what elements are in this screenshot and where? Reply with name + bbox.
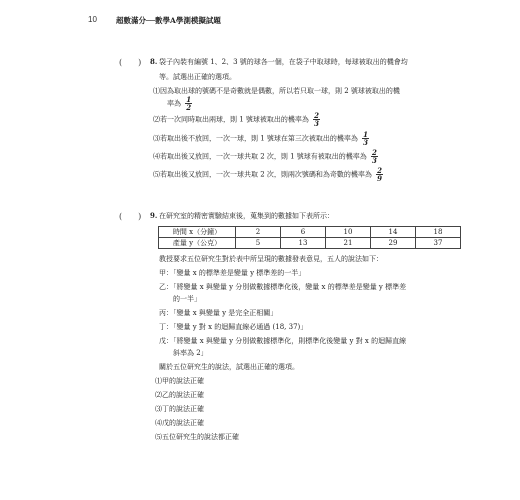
- table-row-header-time: 時間 x（分鐘）: [159, 227, 236, 238]
- table-cell: 18: [416, 227, 461, 238]
- q8-answer-blank: ( ): [119, 58, 142, 67]
- q9-option-1: ⑴甲的說法正確: [155, 377, 204, 385]
- table-row: [159, 238, 461, 249]
- statement-yi-cont: 的一半」: [173, 295, 201, 303]
- statement-yi: 乙：「將變量 x 與變量 y 分別做數據標準化後，變量 x 的標準差是變量 y 標準差: [159, 283, 407, 291]
- fraction-numerator: 2: [377, 166, 383, 175]
- data-table: [158, 226, 461, 249]
- fraction-denominator: 2: [186, 103, 192, 112]
- q8-option-4-fraction: [371, 149, 378, 164]
- table-cell: 29: [371, 238, 416, 249]
- q8-stem-line2: 等。試選出正確的選項。: [159, 73, 236, 81]
- q8-option-1-cont: [167, 96, 192, 111]
- q8-option-2: [153, 112, 320, 127]
- q8-option-4: [153, 149, 378, 164]
- q9-stem: 在研究室的精密實驗結束後，蒐集到的數據如下表所示：: [159, 212, 334, 220]
- q8-option-3-fraction: [362, 131, 369, 146]
- q9-intro: 教授要求五位研究生對於表中所呈現的數據發表意見，五人的說法如下：: [159, 255, 383, 263]
- statement-wu: 戊：「將變量 x 與變量 y 分別做數據標準化，則標準化後變量 y 對 x 的迴歸直線: [159, 337, 407, 345]
- q8-option-4-text: ⑷若取出後又放回，一次一球共取 2 次，則 1 號球有被取出的機率為: [153, 152, 367, 161]
- q8-option-3: [153, 131, 369, 146]
- fraction-denominator: 9: [377, 174, 383, 183]
- statement-bing: 丙：「變量 x 與變量 y 是完全正相關」: [159, 309, 278, 317]
- fraction-denominator: 3: [363, 138, 369, 147]
- q9-option-5: ⑸五位研究生的說法都正確: [155, 433, 239, 441]
- page-number: 10: [88, 15, 97, 24]
- q8-number: 8.: [150, 57, 158, 66]
- page-header-title: 超數滿分──數學A學測模擬試題: [116, 16, 221, 25]
- table-row: [159, 227, 461, 238]
- q9-option-4: ⑷戊的說法正確: [155, 419, 204, 427]
- q9-option-2: ⑵乙的說法正確: [155, 391, 204, 399]
- q8-option-5-text: ⑸若取出後又放回，一次一球共取 2 次，則兩次號碼和為奇數的機率為: [153, 170, 372, 179]
- table-cell: 37: [416, 238, 461, 249]
- q9-option-3: ⑶丁的說法正確: [155, 405, 204, 413]
- fraction-numerator: 2: [372, 148, 377, 157]
- fraction-denominator: 3: [314, 119, 320, 128]
- table-cell: 2: [236, 227, 281, 238]
- fraction-numerator: 1: [363, 130, 369, 139]
- table-row-header-output: 產量 y（公克）: [159, 238, 236, 249]
- q9-number: 9.: [150, 211, 158, 220]
- q8-option-1-fraction: [185, 96, 192, 111]
- statement-wu-cont: 斜率為 2」: [173, 349, 208, 357]
- table-cell: 10: [326, 227, 371, 238]
- q8-option-3-text: ⑶若取出後不放回，一次一球，則 1 號球在第三次被取出的機率為: [153, 134, 358, 143]
- table-cell: 13: [281, 238, 326, 249]
- fraction-numerator: 1: [186, 95, 192, 104]
- q9-answer-blank: ( ): [119, 212, 142, 221]
- table-cell: 6: [281, 227, 326, 238]
- statement-ding: 丁：「變量 y 對 x 的迴歸直線必通過 (18, 37)」: [159, 323, 308, 331]
- q9-ask: 關於五位研究生的說法，試選出正確的選項。: [159, 363, 299, 371]
- q8-option-5-fraction: [376, 167, 383, 182]
- q8-option-1: ⑴因為取出球的號碼不是奇數就是偶數，所以若只取一球，則 2 號球被取出的機: [153, 87, 400, 95]
- q8-option-5: [153, 167, 383, 182]
- q8-stem-line1: 袋子內裝有編號 1、2、3 號的球各一個，在袋子中取球時，每球被取出的機會均: [159, 58, 408, 66]
- statement-jia: 甲：「變量 x 的標準差是變量 y 標準差的一半」: [159, 269, 306, 277]
- q8-option-1-cont-text: 率為: [167, 99, 181, 108]
- fraction-numerator: 2: [314, 111, 320, 120]
- table-cell: 14: [371, 227, 416, 238]
- q8-option-2-text: ⑵若一次同時取出兩球，則 1 號球被取出的機率為: [153, 115, 309, 124]
- q8-option-2-fraction: [313, 112, 320, 127]
- table-cell: 5: [236, 238, 281, 249]
- table-cell: 21: [326, 238, 371, 249]
- fraction-denominator: 3: [372, 156, 377, 165]
